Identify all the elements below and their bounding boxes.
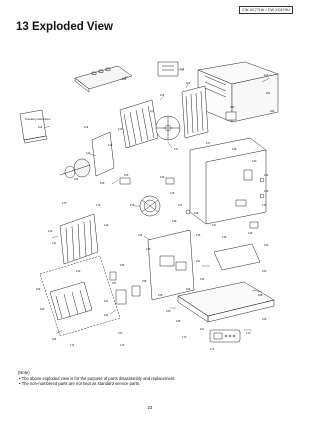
model-number-box: CW-XC77HU / CW-XC87HU	[239, 6, 293, 14]
note-bullet-text: The above exploded view is for the purpose of parts disassembly and replacement.	[21, 375, 176, 381]
part-label-156: 156	[120, 264, 125, 267]
part-label-158: 158	[142, 280, 147, 283]
part-label-137: 137	[178, 204, 183, 207]
note-bullet: • The non-numbered parts are not kept as standard service parts.	[19, 381, 141, 387]
part-label-116: 116	[160, 94, 165, 97]
note-section	[18, 370, 175, 387]
part-label-159: 159	[36, 288, 41, 291]
part-label-123: 123	[86, 152, 91, 155]
part-label-175: 175	[62, 202, 67, 205]
operating-manual	[20, 110, 47, 143]
part-label-132: 132	[264, 190, 269, 193]
part-label-135: 135	[130, 204, 135, 207]
part-label-114: 114	[180, 68, 185, 71]
part-label-141: 141	[52, 242, 57, 245]
blower-wheel	[140, 196, 160, 216]
part-label-118: 118	[38, 126, 43, 129]
part-label-168: 168	[258, 294, 263, 297]
part-label-150: 150	[264, 244, 269, 247]
part-label-144: 144	[138, 234, 143, 237]
part-label-133: 133	[262, 204, 267, 207]
part-label-201: 201	[266, 92, 271, 95]
part-label-202: 202	[270, 110, 275, 113]
part-label-143: 143	[76, 270, 81, 273]
part-label-128: 128	[232, 148, 237, 151]
part-label-203: 203	[230, 106, 235, 109]
evaporator	[120, 100, 158, 148]
part-label-113: 113	[264, 74, 269, 77]
front-panel	[40, 256, 120, 336]
part-label-153: 153	[262, 270, 267, 273]
condenser	[182, 86, 208, 138]
part-label-122: 122	[108, 144, 113, 147]
part-label-146: 146	[196, 234, 201, 237]
part-label-139: 139	[172, 220, 177, 223]
part-label-134: 134	[160, 176, 165, 179]
note-heading: (Note)	[18, 370, 30, 375]
part-label-151: 151	[196, 260, 201, 263]
note-bullet: • The above exploded view is for the purpose of parts disassembly and replacement.	[19, 375, 176, 381]
part-label-155: 155	[158, 294, 163, 297]
part-label-115: 115	[186, 82, 191, 85]
line-art	[20, 62, 278, 342]
part-label-176: 176	[96, 204, 101, 207]
page-number: 23	[147, 405, 153, 410]
part-label-163: 163	[118, 332, 123, 335]
part-label-167: 167	[200, 328, 205, 331]
part-label-117: 117	[150, 110, 155, 113]
part-label-166: 166	[176, 320, 181, 323]
part-label-124: 124	[74, 178, 79, 181]
part-label-173: 173	[120, 344, 125, 347]
part-label-120: 120	[118, 128, 123, 131]
part-label-157: 157	[112, 282, 117, 285]
part-label-147: 147	[212, 224, 217, 227]
part-label-160: 160	[40, 308, 45, 311]
part-label-172: 172	[182, 336, 187, 339]
drain-tray	[214, 244, 260, 270]
part-label-126: 126	[124, 174, 129, 177]
part-label-174: 174	[70, 344, 75, 347]
part-label-130: 130	[252, 160, 257, 163]
rear-partition	[190, 138, 266, 224]
fan-motor	[60, 159, 90, 178]
part-label-108: 108	[122, 78, 127, 81]
part-label-140: 140	[48, 230, 53, 233]
part-label-171: 171	[210, 348, 215, 351]
remote-control	[210, 330, 240, 342]
page-title: 13 Exploded View	[16, 21, 113, 33]
part-label-127: 127	[206, 142, 211, 145]
filter-a	[116, 290, 126, 304]
part-label-125: 125	[100, 182, 105, 185]
part-label-152: 152	[200, 278, 205, 281]
part-label-119: 119	[84, 126, 89, 129]
part-label-169: 169	[262, 318, 267, 321]
part-label-145: 145	[146, 248, 151, 251]
part-label-164: 164	[52, 338, 57, 341]
part-label-149: 149	[248, 232, 253, 235]
part-label-154: 154	[186, 288, 191, 291]
part-label-148: 148	[222, 236, 227, 239]
part-label-165: 165	[166, 310, 171, 313]
note-bullet-text: The non-numbered parts are not kept as standard service parts.	[21, 381, 141, 387]
part-label-161: 161	[104, 300, 109, 303]
part-label-142: 142	[104, 224, 109, 227]
part-label-131: 131	[264, 174, 269, 177]
part-label-162: 162	[104, 314, 109, 317]
filter-b	[132, 286, 140, 296]
front-grille-frame	[60, 214, 98, 264]
part-label-121: 121	[174, 148, 179, 151]
part-label-138: 138	[194, 212, 199, 215]
manual-booklet-text: Operating Instructions	[25, 118, 51, 121]
accessory-bag	[158, 62, 178, 76]
part-label-170: 170	[246, 332, 251, 335]
part-label-136: 136	[170, 192, 175, 195]
